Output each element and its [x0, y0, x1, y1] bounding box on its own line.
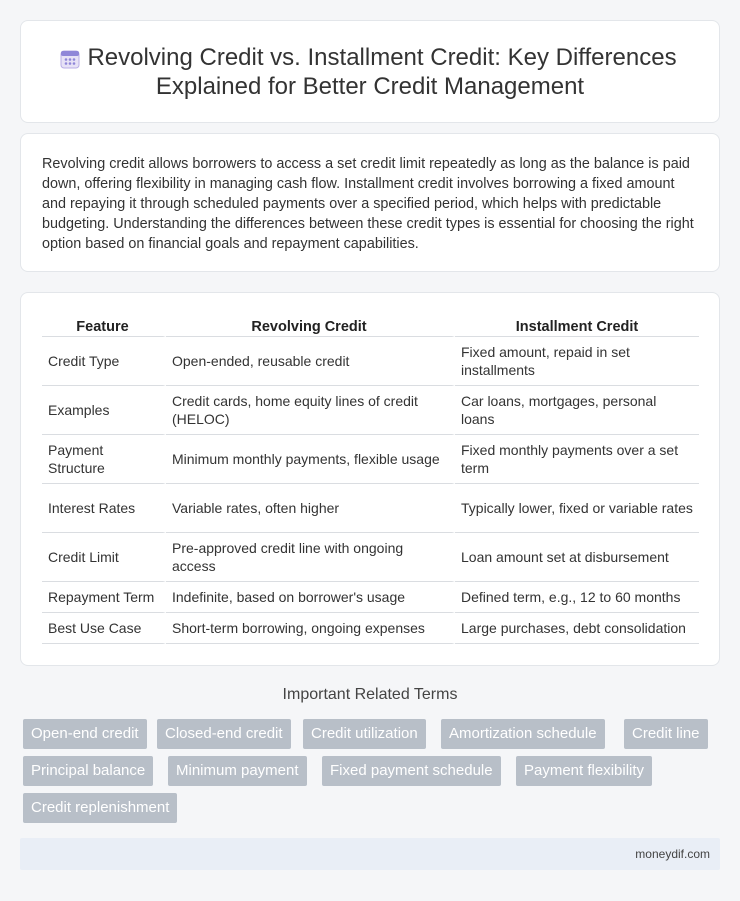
- table-cell: Credit cards, home equity lines of credit (HELOC): [166, 386, 455, 435]
- table-cell: Interest Rates: [42, 484, 166, 533]
- table-row: [42, 582, 699, 613]
- table-cell: Best Use Case: [42, 613, 166, 644]
- header-feature: Feature: [42, 315, 166, 337]
- table-cell: Fixed monthly payments over a set term: [455, 435, 699, 484]
- tag-fixed-payment-schedule[interactable]: Fixed payment schedule: [322, 756, 501, 786]
- tag-credit-utilization[interactable]: Credit utilization: [303, 719, 426, 749]
- footer: [20, 838, 720, 870]
- table-cell: Credit Limit: [42, 533, 166, 582]
- title-card: [20, 20, 720, 123]
- table-cell: Examples: [42, 386, 166, 435]
- table-cell: Short-term borrowing, ongoing expenses: [166, 613, 455, 644]
- table-cell: Variable rates, often higher: [166, 484, 455, 533]
- header-revolving: Revolving Credit: [166, 315, 455, 337]
- intro-paragraph: Revolving credit allows borrowers to access a set credit limit repeatedly as long as the balance is paid down, offering flexibility in managing cash flow. Installment credit involves borrowing a fixed amount and repaying it through scheduled payments over a specified period, which helps with predictable budgeting. Understanding the differences between these credit types is essential for choosing the right option based on financial goals and repayment capabilities.: [42, 156, 694, 252]
- table-cell: Indefinite, based on borrower's usage: [166, 582, 455, 613]
- intro-card: [20, 133, 720, 272]
- tag-credit-replenishment[interactable]: Credit replenishment: [23, 793, 177, 823]
- tag-minimum-payment[interactable]: Minimum payment: [168, 756, 307, 786]
- table-cell: Open-ended, reusable credit: [166, 337, 455, 386]
- table-cell: Loan amount set at disbursement: [455, 533, 699, 582]
- table-row: [42, 435, 699, 484]
- footer-site-link[interactable]: moneydif.com: [635, 847, 710, 861]
- table-cell: Pre-approved credit line with ongoing access: [166, 533, 455, 582]
- tag-credit-line[interactable]: Credit line: [624, 719, 708, 749]
- comparison-card: [20, 292, 720, 666]
- table-cell: Typically lower, fixed or variable rates: [455, 484, 699, 533]
- comparison-table: [42, 315, 699, 644]
- table-row: [42, 484, 699, 533]
- table-row: [42, 613, 699, 644]
- tag-open-end-credit[interactable]: Open-end credit: [23, 719, 147, 749]
- table-cell: Car loans, mortgages, personal loans: [455, 386, 699, 435]
- header-installment: Installment Credit: [455, 315, 699, 337]
- table-cell: Fixed amount, repaid in set installments: [455, 337, 699, 386]
- table-header-row: [42, 315, 699, 337]
- table-cell: Credit Type: [42, 337, 166, 386]
- tag-payment-flexibility[interactable]: Payment flexibility: [516, 756, 652, 786]
- tag-principal-balance[interactable]: Principal balance: [23, 756, 153, 786]
- table-cell: Minimum monthly payments, flexible usage: [166, 435, 455, 484]
- table-cell: Defined term, e.g., 12 to 60 months: [455, 582, 699, 613]
- table-cell: Repayment Term: [42, 582, 166, 613]
- table-row: [42, 337, 699, 386]
- table-row: [42, 386, 699, 435]
- table-row: [42, 533, 699, 582]
- page-title: [50, 43, 690, 101]
- related-terms-title: Important Related Terms: [282, 686, 458, 703]
- page-title-line-1: Revolving Credit vs. Installment Credit: Key Differences: [87, 44, 677, 71]
- tag-amortization-schedule[interactable]: Amortization schedule: [441, 719, 605, 749]
- table-cell: Large purchases, debt consolidation: [455, 613, 699, 644]
- tag-closed-end-credit[interactable]: Closed-end credit: [157, 719, 291, 749]
- table-cell: Payment Structure: [42, 435, 166, 484]
- page-title-line-2: Explained for Better Credit Management: [155, 73, 585, 100]
